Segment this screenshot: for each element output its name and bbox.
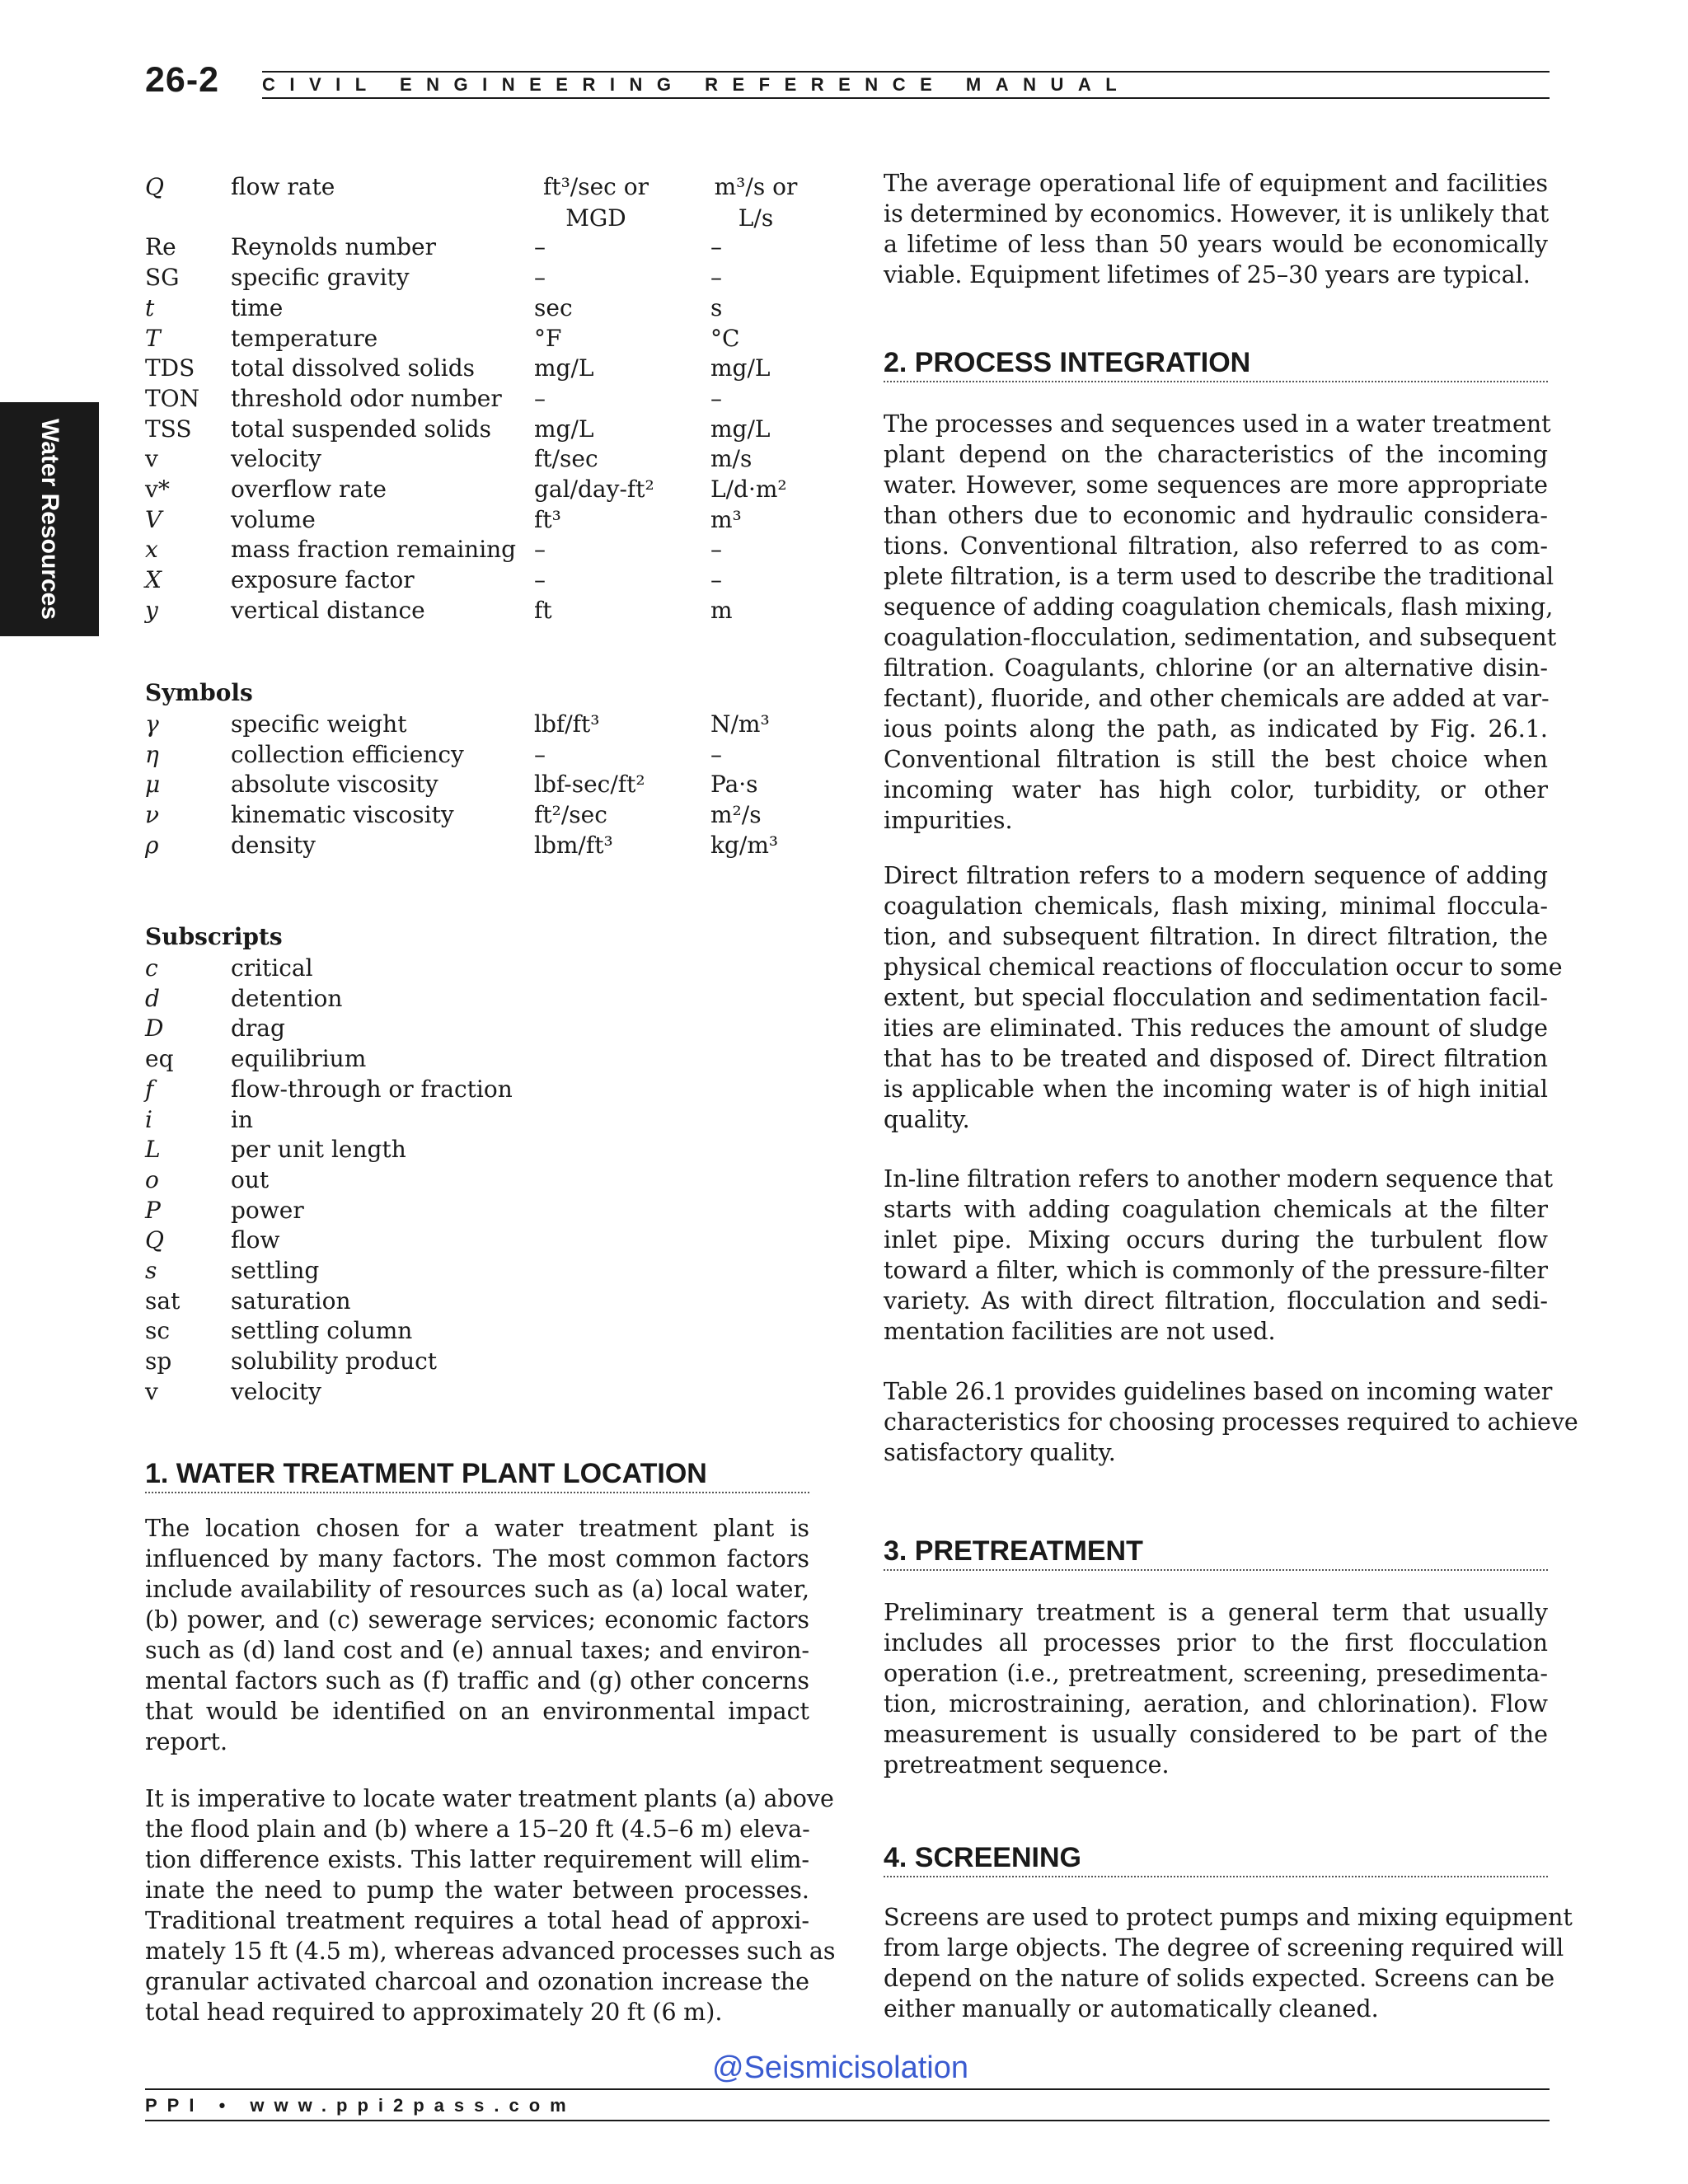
text-line: toward a filter, which is commonly of the pressure-filter [884,1257,1548,1284]
symbol: sp [145,1347,172,1376]
symbol: sc [145,1317,171,1345]
text-line: Conventional filtration is still the best choice when [884,746,1548,773]
text-line: mentation facilities are not used. [884,1318,1276,1345]
text-line: inlet pipe. Mixing occurs during the turbulent flow [884,1226,1548,1254]
us-units: – [534,740,546,768]
symbol: ν [145,801,160,829]
text-line: depend on the nature of solids expected. Screens can be [884,1965,1555,1992]
symbol: P [145,1196,161,1224]
symbol: D [145,1015,164,1043]
us-units: mg/L [534,415,594,443]
description: absolute viscosity [231,771,438,799]
symbol: s [145,1257,157,1284]
si-units: mg/L [710,354,771,382]
si-units: °C [710,324,740,352]
symbol: TDS [145,354,195,382]
si-units: – [710,740,722,768]
text-line: coagulation chemicals, flash mixing, minimal floccula- [884,893,1548,920]
us-units: ft/sec [534,445,598,473]
text-line: total head required to approximately 20 ft (6 m). [145,1999,723,2026]
us-units: – [534,233,546,261]
description: collection efficiency [231,740,464,768]
symbol: c [145,954,158,982]
us-units: lbf-sec/ft² [534,771,645,799]
symbol: eq [145,1045,174,1073]
description: flow-through or fraction [231,1075,513,1103]
si-units: m²/s [710,801,762,829]
symbol: TON [145,384,200,412]
text-line: either manually or automatically cleaned. [884,1995,1379,2022]
symbol: f [145,1075,154,1103]
text-line: The location chosen for a water treatment plant is [145,1515,809,1542]
text-line: granular activated charcoal and ozonation increase the [145,1968,809,1995]
section-4-paragraph-1 [884,1902,1573,2024]
text-line: Direct filtration refers to a modern sequence of adding [884,862,1548,889]
si-units: kg/m³ [710,831,779,859]
header-rule-bottom [262,97,1550,99]
us-units: – [534,264,546,292]
text-line: water. However, some sequences are more appropriate [884,471,1548,499]
description: threshold odor number [231,384,502,412]
description: solubility product [231,1347,438,1376]
description: mass fraction remaining [231,536,517,564]
us-units: ft [534,596,552,624]
symbol: ρ [145,831,159,859]
watermark: @Seismicisolation [712,2050,969,2085]
text-line: measurement is usually considered to be part of the [884,1721,1548,1748]
symbol: Q [145,1226,164,1254]
symbol: v [145,1377,158,1405]
symbol: X [145,566,162,594]
text-line: satisfactory quality. [884,1439,1116,1466]
description: velocity [231,1377,321,1405]
text-line: (b) power, and (c) sewerage services; economic factors [145,1606,809,1633]
text-line: variety. As with direct filtration, flocculation and sedi- [884,1287,1548,1315]
text-line: mental factors such as (f) traffic and (g) other concerns [145,1667,809,1694]
text-line: It is imperative to locate water treatment plants (a) above [145,1785,834,1812]
text-line: filtration. Coagulants, chlorine (or an alternative disin- [884,654,1548,682]
symbol: v [145,445,158,473]
symbol: μ [145,771,161,799]
text-line: Table 26.1 provides guidelines based on incoming water [884,1378,1553,1405]
description: specific gravity [231,264,410,292]
text-line: physical chemical reactions of flocculation occur to some [884,954,1563,981]
section-2-paragraph-4 [884,1376,1578,1468]
us-units: – [534,566,546,594]
symbol: V [145,505,162,533]
text-line: includes all processes prior to the first flocculation [884,1629,1548,1657]
text-line: The processes and sequences used in a water treatment [884,410,1551,438]
text-line: viable. Equipment lifetimes of 25–30 years are typical. [884,261,1531,288]
us-units: – [534,384,546,412]
side-tab-label: Water Resources [36,419,63,620]
description: drag [231,1015,285,1043]
text-line: coagulation-flocculation, sedimentation, and subsequent [884,624,1557,651]
text-line: The average operational life of equipment and facilities [884,170,1548,197]
subscripts-heading: Subscripts [145,923,283,950]
text-line: fectant), fluoride, and other chemicals are added at var- [884,685,1550,712]
us-units: °F [534,324,562,352]
text-line: pretreatment sequence. [884,1751,1170,1779]
description: total dissolved solids [231,354,475,382]
symbol: SG [145,264,180,292]
description: specific weight [231,710,407,738]
description: critical [231,954,313,982]
text-line: Screens are used to protect pumps and mixing equipment [884,1904,1573,1931]
section-3-heading: 3. PRETREATMENT [884,1535,1548,1571]
si-units: N/m³ [710,710,770,738]
text-line: starts with adding coagulation chemicals at the filter [884,1196,1548,1223]
si-units: – [710,566,722,594]
symbol: L [145,1136,161,1164]
text-line: than others due to economic and hydraulic considera- [884,502,1548,529]
running-title: CIVIL ENGINEERING REFERENCE MANUAL [262,74,1132,95]
us-units: ft³/sec or MGD [542,173,649,232]
text-line: plete filtration, is a term used to describe the traditional [884,563,1554,590]
symbol: x [145,536,158,564]
description: total suspended solids [231,415,491,443]
symbol: Q [145,173,164,200]
text-line: tions. Conventional filtration, also referred to as com- [884,532,1548,560]
text-line: include availability of resources such as (a) local water, [145,1576,809,1603]
text-line: plant depend on the characteristics of the incoming [884,441,1548,468]
text-line: the flood plain and (b) where a 15–20 ft (4.5–6 m) eleva- [145,1816,810,1843]
description: detention [231,984,343,1012]
text-line: tion difference exists. This latter requirement will elim- [145,1846,809,1873]
text-line: sequence of adding coagulation chemicals, flash mixing, [884,593,1554,621]
symbol: o [145,1165,159,1193]
si-units: L/d·m² [710,476,787,503]
si-units: – [710,264,722,292]
text-line: operation (i.e., pretreatment, screening, presedimenta- [884,1660,1548,1687]
description: per unit length [231,1136,406,1164]
si-units: – [710,384,722,412]
description: density [231,831,316,859]
section-4-heading: 4. SCREENING [884,1841,1548,1877]
text-line: Preliminary treatment is a general term that usually [884,1599,1548,1626]
section-2-paragraph-3 [884,1164,1554,1347]
text-line: is applicable when the incoming water is of high initial [884,1076,1548,1103]
description: settling [231,1257,320,1284]
symbol: t [145,293,155,321]
section-2-paragraph-1 [884,409,1557,836]
text-line: Traditional treatment requires a total head of approxi- [145,1907,809,1934]
intro-paragraph [884,168,1548,290]
si-units: m³ [710,505,742,533]
section-1-paragraph-2 [145,1783,836,2027]
description: saturation [231,1286,351,1315]
text-line: a lifetime of less than 50 years would be economically [884,231,1548,258]
description: Reynolds number [231,233,437,261]
text-line: ious points along the path, as indicated by Fig. 26.1. [884,715,1548,743]
si-units: m³/s or L/s [714,173,798,232]
symbol: y [145,596,158,624]
description: volume [231,505,316,533]
symbol: v* [145,476,170,503]
symbol: Re [145,233,176,261]
text-line: inate the need to pump the water between processes. [145,1877,809,1904]
si-units: Pa·s [710,771,758,799]
text-line: tion, and subsequent filtration. In direct filtration, the [884,923,1548,950]
section-2-heading: 2. PROCESS INTEGRATION [884,346,1548,382]
header-rule-top [262,71,1550,73]
text-line: influenced by many factors. The most common factors [145,1545,809,1572]
us-units: sec [534,293,573,321]
us-units: mg/L [534,354,594,382]
symbol: i [145,1105,152,1133]
us-units: – [534,536,546,564]
symbol: TSS [145,415,192,443]
text-line: tion, microstraining, aeration, and chlorination). Flow [884,1690,1548,1718]
description: settling column [231,1317,413,1345]
text-line: mately 15 ft (4.5 m), whereas advanced processes such as [145,1938,836,1965]
text-line: In-line filtration refers to another modern sequence that [884,1165,1554,1193]
text-line: impurities. [884,807,1013,834]
footer-rule-top [145,2088,1550,2090]
si-units: – [710,536,722,564]
text-line: such as (d) land cost and (e) annual taxes; and environ- [145,1637,809,1664]
text-line: characteristics for choosing processes required to achieve [884,1408,1578,1436]
symbols-heading: Symbols [145,679,253,706]
text-line: that has to be treated and disposed of. Direct filtration [884,1045,1548,1072]
section-3-paragraph-1 [884,1597,1548,1780]
footer-rule-bottom [145,2120,1550,2121]
symbol: T [145,324,161,352]
text-line: from large objects. The degree of screening required will [884,1934,1564,1961]
us-units: gal/day-ft² [534,476,654,503]
text-line: incoming water has high color, turbidity, or other [884,776,1548,804]
description: kinematic viscosity [231,801,454,829]
description: flow rate [231,173,335,200]
section-1-paragraph-1 [145,1513,809,1757]
text-line: is determined by economics. However, it is unlikely that [884,200,1550,227]
us-units: lbf/ft³ [534,710,600,738]
description: overflow rate [231,476,387,503]
si-units: – [710,233,722,261]
description: power [231,1196,304,1224]
symbol: d [145,984,160,1012]
symbol: γ [145,710,159,738]
description: exposure factor [231,566,415,594]
text-line: report. [145,1728,228,1755]
si-units: m [710,596,733,624]
description: out [231,1165,270,1193]
side-tab [0,402,99,636]
section-2-paragraph-2 [884,860,1563,1135]
text-line: extent, but special flocculation and sedimentation facil- [884,984,1548,1011]
description: velocity [231,445,321,473]
symbol: sat [145,1286,181,1315]
text-line: quality. [884,1106,970,1133]
us-units: lbm/ft³ [534,831,613,859]
description: temperature [231,324,378,352]
description: in [231,1105,253,1133]
description: flow [231,1226,280,1254]
us-units: ft²/sec [534,801,607,829]
page-number: 26-2 [145,60,220,100]
symbol: η [145,740,159,768]
footer-url: PPI • www.ppi2pass.com [145,2095,576,2116]
description: vertical distance [231,596,425,624]
text-line: that would be identified on an environmental impact [145,1698,809,1725]
section-1-heading: 1. WATER TREATMENT PLANT LOCATION [145,1457,809,1493]
si-units: mg/L [710,415,771,443]
si-units: s [710,293,723,321]
us-units: ft³ [534,505,561,533]
description: time [231,293,284,321]
description: equilibrium [231,1045,367,1073]
text-line: ities are eliminated. This reduces the amount of sludge [884,1015,1548,1042]
si-units: m/s [710,445,753,473]
